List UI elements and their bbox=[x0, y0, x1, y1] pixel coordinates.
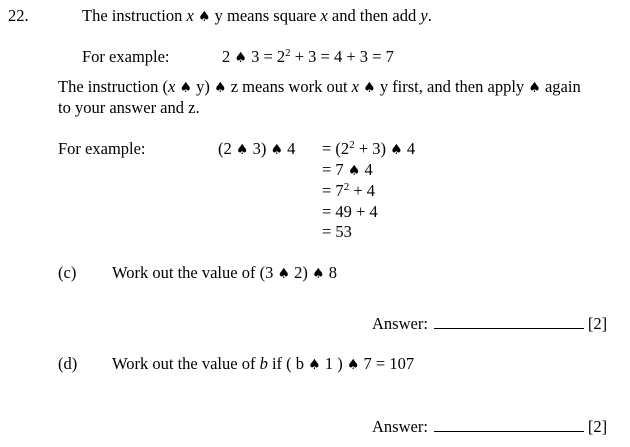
intro-part: y means square bbox=[210, 6, 321, 25]
instr-part: y first, and then apply bbox=[375, 77, 529, 96]
var-x: x bbox=[186, 6, 194, 25]
marks: [2] bbox=[587, 417, 608, 436]
step-part: = 7 bbox=[322, 160, 348, 179]
spade-icon: ♠ bbox=[312, 266, 325, 282]
example2-step1 bbox=[322, 139, 415, 159]
spade-icon: ♠ bbox=[270, 142, 283, 158]
expr-part: (2 bbox=[218, 139, 232, 158]
instruction2-line2: to your answer and z. bbox=[58, 98, 200, 117]
q-part: 8 bbox=[324, 263, 337, 282]
step-part: + 4 bbox=[349, 181, 375, 200]
example2-step2 bbox=[322, 160, 373, 180]
part-c-label: (c) bbox=[58, 263, 77, 282]
question-number: 22. bbox=[8, 6, 29, 25]
part-d-question bbox=[112, 354, 414, 374]
example1-c: + 3 = 4 + 3 = 7 bbox=[290, 47, 394, 66]
example2-expression bbox=[218, 139, 295, 159]
q-part: Work out the value of (3 bbox=[112, 263, 278, 282]
answer-line[interactable] bbox=[434, 327, 584, 329]
q-part: 1 ) bbox=[320, 354, 347, 373]
spade-icon: ♠ bbox=[197, 9, 211, 25]
spade-icon: ♠ bbox=[277, 266, 291, 282]
q-part: if ( b bbox=[267, 354, 309, 373]
intro-part: and then add bbox=[327, 6, 421, 25]
q-part: 7 = 107 bbox=[359, 354, 415, 373]
var-x: x bbox=[320, 6, 328, 25]
step-part: = (2 bbox=[322, 139, 350, 158]
example2-step5: = 53 bbox=[322, 222, 352, 241]
example1-expression bbox=[222, 47, 394, 67]
instr-part: again bbox=[540, 77, 581, 96]
part-d-label: (d) bbox=[58, 354, 78, 373]
intro-part: . bbox=[427, 6, 432, 25]
expr-part: 3) bbox=[252, 139, 271, 158]
intro-text bbox=[82, 6, 432, 26]
var-b: b bbox=[259, 354, 268, 373]
q-part: Work out the value of bbox=[112, 354, 260, 373]
spade-icon: ♠ bbox=[308, 357, 321, 373]
exponent: 2 bbox=[349, 139, 355, 151]
example2-step3 bbox=[322, 181, 375, 201]
instr-part: The instruction ( bbox=[58, 77, 168, 96]
instruction2-line1 bbox=[58, 77, 581, 97]
exponent: 2 bbox=[285, 47, 291, 59]
spade-icon: ♠ bbox=[528, 80, 541, 96]
spade-icon: ♠ bbox=[234, 50, 247, 66]
instr-part: y) bbox=[192, 77, 214, 96]
exponent: 2 bbox=[343, 181, 350, 193]
spade-icon: ♠ bbox=[179, 80, 192, 96]
marks: [2] bbox=[587, 314, 608, 333]
intro-part: The instruction bbox=[82, 6, 187, 25]
spade-icon: ♠ bbox=[390, 142, 403, 158]
example1-b: 3 = 2 bbox=[251, 47, 286, 66]
part-c-question bbox=[112, 263, 337, 283]
part-d-answer-row bbox=[372, 417, 607, 437]
answer-line[interactable] bbox=[434, 430, 584, 432]
example2-step4: = 49 + 4 bbox=[322, 202, 378, 221]
answer-label: Answer: bbox=[372, 417, 428, 436]
spade-icon: ♠ bbox=[235, 142, 249, 158]
q-part: 2) bbox=[290, 263, 313, 282]
step-part: 4 bbox=[360, 160, 373, 179]
answer-label: Answer: bbox=[372, 314, 428, 333]
example2-label: For example: bbox=[58, 139, 146, 158]
instr-part: z means work out bbox=[226, 77, 352, 96]
spade-icon: ♠ bbox=[363, 80, 376, 96]
step-part: = 7 bbox=[322, 181, 344, 200]
var-x: x bbox=[167, 77, 176, 96]
var-y: y bbox=[420, 6, 428, 25]
spade-icon: ♠ bbox=[347, 163, 361, 179]
spade-icon: ♠ bbox=[214, 80, 227, 96]
step-part: + 3) bbox=[354, 139, 391, 158]
part-c-answer-row bbox=[372, 314, 607, 334]
example1-a: 2 bbox=[222, 47, 231, 66]
var-x: x bbox=[351, 77, 359, 96]
example1-label: For example: bbox=[82, 47, 170, 66]
step-part: 4 bbox=[402, 139, 416, 158]
spade-icon: ♠ bbox=[346, 357, 360, 373]
expr-part: 4 bbox=[283, 139, 296, 158]
